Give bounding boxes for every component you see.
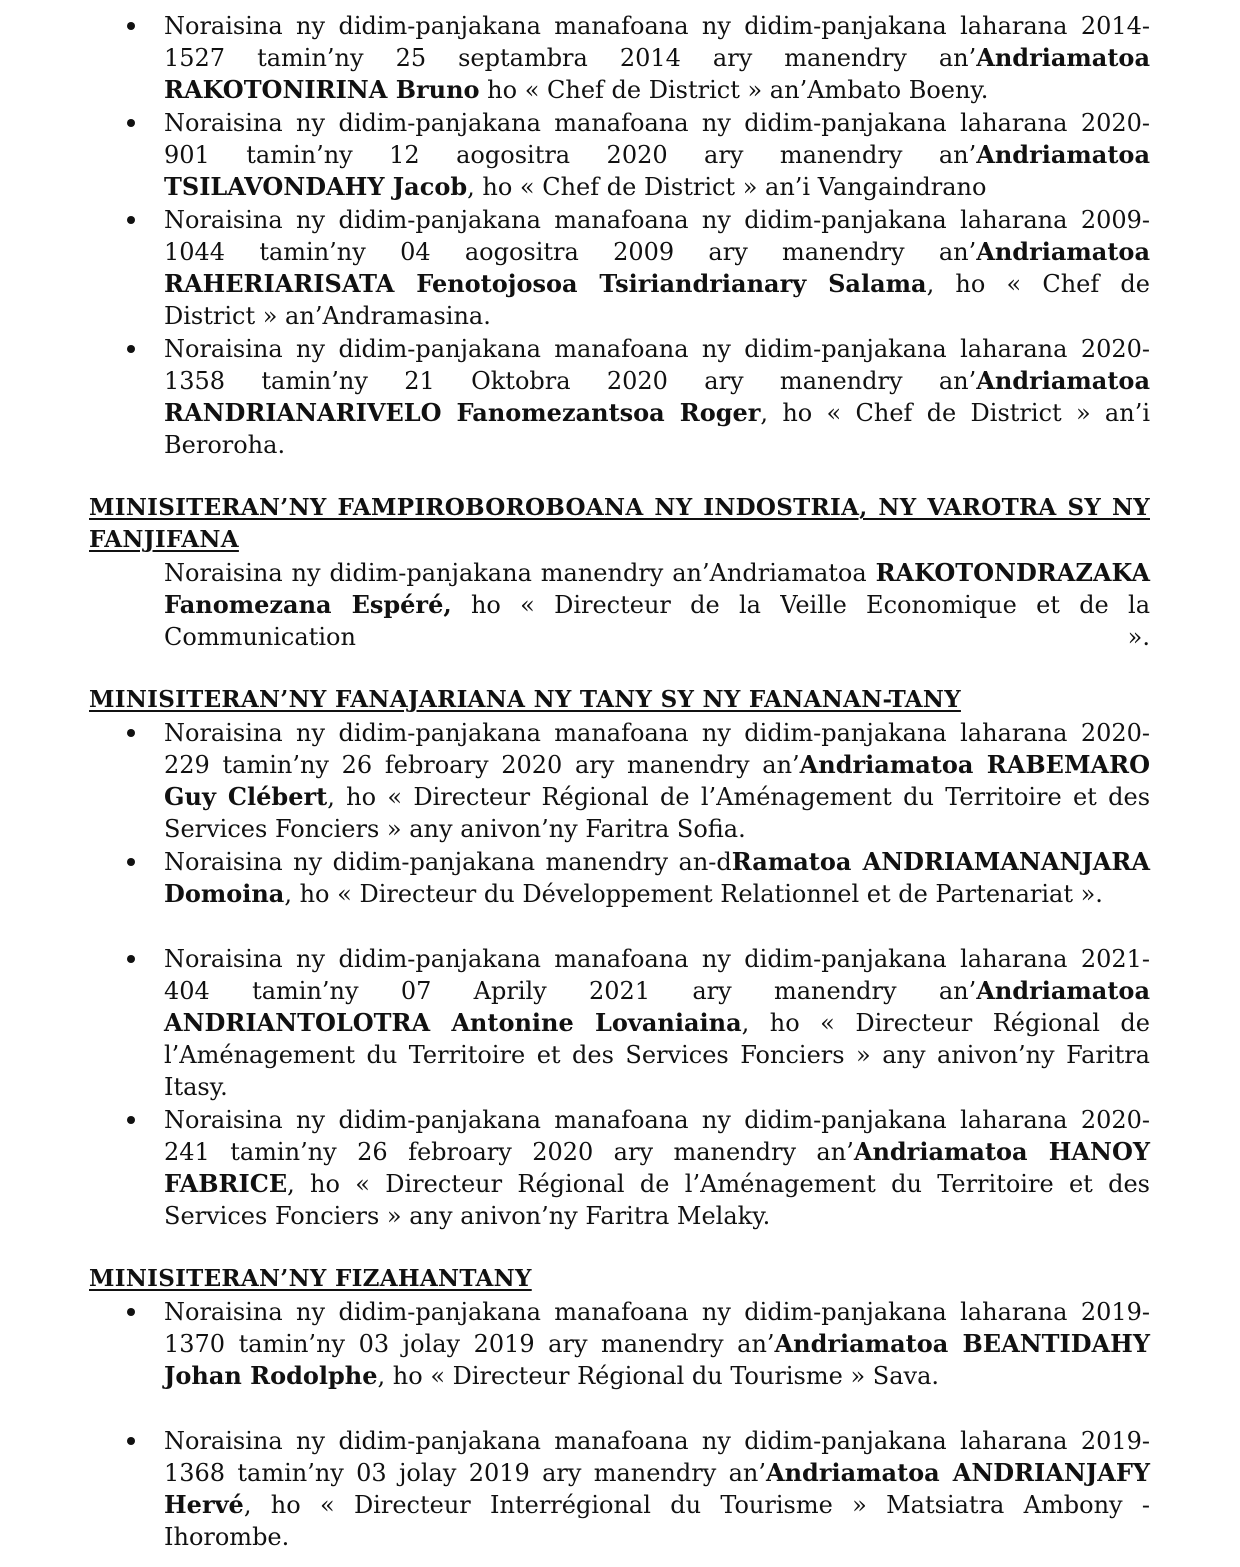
bullet-icon — [127, 858, 135, 866]
section-heading: MINISITERAN’NY FIZAHANTANY — [89, 1265, 532, 1292]
list-item — [164, 1104, 1150, 1232]
appointee-name: Andriamatoa HANOY FABRICE — [164, 1137, 1150, 1198]
appointee-name: Andriamatoa BEANTIDAHY Johan Rodolphe — [164, 1329, 1150, 1390]
list-item — [164, 333, 1150, 461]
appointee-name: RAKOTONDRAZAKA Fanomezana Espéré, — [164, 558, 1150, 619]
item-text: , ho « Chef de District » an’i Beroroha. — [164, 399, 1150, 459]
item-text: ho « Directeur de la Veille Economique et de la Communication ». — [164, 591, 1151, 651]
list-item — [164, 10, 1150, 106]
appointee-name: Andriamatoa RABEMARO Guy Clébert — [164, 750, 1150, 811]
section-heading: MINISITERAN’NY FANAJARIANA NY TANY SY NY FANANAN-TANY — [89, 686, 961, 713]
item-text: Noraisina ny didim-panjakana manafoana ny didim-panjakana laharana 2020-229 tamin’ny 26 febroary 2020 ary manendry an’ — [164, 719, 1150, 779]
bullet-icon — [127, 345, 135, 353]
list-item — [164, 204, 1150, 332]
item-text: Noraisina ny didim-panjakana manafoana ny didim-panjakana laharana 2019-1370 tamin’ny 03 jolay 2019 ary manendry an’ — [164, 1298, 1150, 1358]
item-text: , ho « Directeur Interrégional du Tourisme » Matsiatra Ambony - Ihorombe. — [164, 1491, 1150, 1551]
item-text: ho « Chef de District » an’Ambato Boeny. — [479, 76, 989, 104]
item-text: , ho « Directeur Régional de l’Aménagement du Territoire et des Services Fonciers » any anivon’ny Faritra Itasy. — [164, 1009, 1150, 1101]
item-text: , ho « Directeur Régional de l’Aménagement du Territoire et des Services Fonciers » any anivon’ny Faritra Melaky. — [164, 1170, 1150, 1230]
list-item — [164, 107, 1150, 203]
bullet-icon — [127, 1116, 135, 1124]
item-text: , ho « Directeur Régional de l’Aménagement du Territoire et des Services Fonciers » any anivon’ny Faritra Sofia. — [164, 783, 1151, 843]
item-text: Noraisina ny didim-panjakana manafoana ny didim-panjakana laharana 2014-1527 tamin’ny 25 septambra 2014 ary manendry an’ — [164, 12, 1150, 72]
item-text: Noraisina ny didim-panjakana manendry an-d — [164, 848, 732, 876]
item-text: Noraisina ny didim-panjakana manafoana ny didim-panjakana laharana 2021-404 tamin’ny 07 Aprily 2021 ary manendry an’ — [164, 945, 1150, 1005]
item-text: Noraisina ny didim-panjakana manafoana ny didim-panjakana laharana 2020-901 tamin’ny 12 aogositra 2020 ary manendry an’ — [164, 109, 1150, 169]
list-item — [164, 717, 1150, 845]
appointee-name: Andriamatoa RAKOTONIRINA Bruno — [164, 43, 1150, 104]
bullet-icon — [127, 1308, 135, 1316]
item-text: , ho « Directeur Régional du Tourisme » Sava. — [377, 1362, 940, 1390]
bullet-icon — [127, 216, 135, 224]
section-heading: MINISITERAN’NY FAMPIROBOROBOANA NY INDOSTRIA, NY VAROTRA SY NY FANJIFANA — [89, 494, 1150, 553]
list-item — [164, 1425, 1150, 1553]
list-item — [164, 557, 1150, 653]
item-text: Noraisina ny didim-panjakana manafoana ny didim-panjakana laharana 2020-1358 tamin’ny 21 Oktobra 2020 ary manendry an’ — [164, 335, 1150, 395]
list-item — [164, 1296, 1150, 1392]
bullet-icon — [127, 1437, 135, 1445]
appointee-name: Andriamatoa RANDRIANARIVELO Fanomezantsoa Roger — [164, 366, 1150, 427]
appointee-name: Andriamatoa ANDRIANJAFY Hervé — [164, 1458, 1150, 1519]
item-text: , ho « Directeur du Développement Relationnel et de Partenariat ». — [284, 880, 1103, 908]
bullet-icon — [127, 119, 135, 127]
item-text: Noraisina ny didim-panjakana manafoana ny didim-panjakana laharana 2009-1044 tamin’ny 04 aogositra 2009 ary manendry an’ — [164, 206, 1150, 266]
bullet-icon — [127, 729, 135, 737]
item-text: , ho « Chef de District » an’i Vangaindrano — [467, 173, 987, 201]
bullet-icon — [127, 22, 135, 30]
appointee-name: Andriamatoa ANDRIANTOLOTRA Antonine Lovaniaina — [164, 976, 1150, 1037]
list-item — [164, 943, 1150, 1103]
item-text: Noraisina ny didim-panjakana manendry an’Andriamatoa — [164, 559, 876, 587]
appointee-name: Andriamatoa TSILAVONDAHY Jacob — [164, 140, 1150, 201]
appointee-name: Andriamatoa RAHERIARISATA Fenotojosoa Tsiriandrianary Salama — [164, 237, 1150, 298]
list-item — [164, 846, 1150, 910]
item-text: Noraisina ny didim-panjakana manafoana ny didim-panjakana laharana 2019-1368 tamin’ny 03 jolay 2019 ary manendry an’ — [164, 1427, 1150, 1487]
appointee-name: Ramatoa ANDRIAMANANJARA Domoina — [164, 847, 1150, 908]
item-text: , ho « Chef de District » an’Andramasina. — [164, 270, 1150, 330]
bullet-icon — [127, 955, 135, 963]
item-text: Noraisina ny didim-panjakana manafoana ny didim-panjakana laharana 2020-241 tamin’ny 26 febroary 2020 ary manendry an’ — [164, 1106, 1150, 1166]
